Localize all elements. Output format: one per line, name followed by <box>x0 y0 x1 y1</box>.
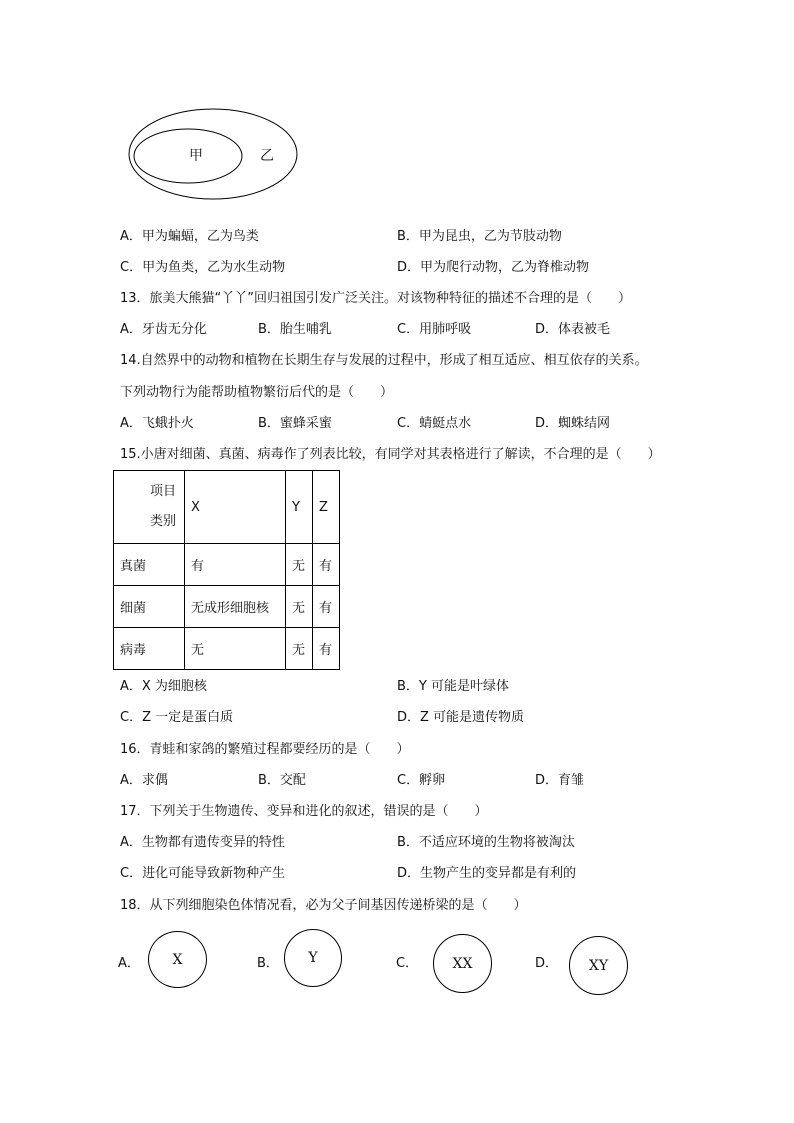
header-category-label: 类别 <box>149 514 176 529</box>
q17-option-a: A．生物都有遗传变异的特性 <box>120 835 285 850</box>
q14-option-c: C．蜻蜓点水 <box>397 416 472 431</box>
q18-option-d-label: D． <box>535 956 559 971</box>
table-cell: 有 <box>313 586 340 628</box>
q15-stem: 15.小唐对细菌、真菌、病毒作了列表比较，有同学对其表格进行了解读，不合理的是（ ） <box>120 447 661 462</box>
table-cell: 无 <box>286 628 313 670</box>
venn-svg <box>128 107 308 201</box>
chromosome-label-b: Y <box>308 950 318 966</box>
q16-option-d: D．育雏 <box>535 773 585 788</box>
row-label: 病毒 <box>114 628 185 670</box>
table-cell: 无 <box>286 586 313 628</box>
q16-option-b: B．交配 <box>258 773 306 788</box>
chromosome-label-d: XY <box>588 957 609 974</box>
q13-option-c: C．用肺呼吸 <box>397 322 472 337</box>
q15-option-a: A．X 为细胞核 <box>120 679 207 694</box>
q18-option-b-label: B． <box>257 956 279 971</box>
table-cell: 有 <box>185 544 286 586</box>
venn-diagram <box>128 107 308 205</box>
q14-option-a: A．飞蛾扑火 <box>120 416 194 431</box>
table-header-row <box>114 471 340 544</box>
q12-option-c: C．甲为鱼类，乙为水生动物 <box>120 260 286 275</box>
venn-outer-label: 乙 <box>260 148 274 164</box>
q17-option-c: C．进化可能导致新物种产生 <box>120 866 286 881</box>
chromosome-label-a: X <box>172 951 183 968</box>
q15-option-d: D．Z 可能是遗传物质 <box>397 710 525 725</box>
table-cell: 无 <box>286 544 313 586</box>
column-header-y: Y <box>286 471 313 544</box>
q13-option-b: B．胎生哺乳 <box>258 322 332 337</box>
q16-option-c: C．孵卵 <box>397 773 446 788</box>
q12-option-d: D．甲为爬行动物，乙为脊椎动物 <box>397 260 590 275</box>
q18-stem: 18．从下列细胞染色体情况看，必为父子间基因传递桥梁的是（ ） <box>120 898 527 913</box>
q18-option-c-label: C． <box>396 956 419 971</box>
table-cell: 无 <box>185 628 286 670</box>
cell-circle-a <box>148 931 207 988</box>
q18-option-a-label: A． <box>118 956 140 971</box>
venn-inner-label: 甲 <box>189 148 203 164</box>
q17-option-b: B．不适应环境的生物将被淘汰 <box>397 835 575 850</box>
row-label: 细菌 <box>114 586 185 628</box>
table-corner-cell <box>114 471 185 544</box>
table-row <box>114 586 340 628</box>
q14-option-d: D．蜘蛛结网 <box>535 416 611 431</box>
q15-option-b: B．Y 可能是叶绿体 <box>397 679 509 694</box>
cell-circle-c <box>433 934 492 993</box>
table-cell: 有 <box>313 544 340 586</box>
column-header-x: X <box>185 471 286 544</box>
table-cell: 无成形细胞核 <box>185 586 286 628</box>
table-cell: 有 <box>313 628 340 670</box>
q17-option-d: D．生物产生的变异都是有利的 <box>397 866 577 881</box>
q12-option-a: A．甲为蝙蝠，乙为鸟类 <box>120 229 259 244</box>
q13-option-a: A．牙齿无分化 <box>120 322 207 337</box>
q16-stem: 16．青蛙和家鸽的繁殖过程都要经历的是（ ） <box>120 742 410 757</box>
q13-option-d: D．体表被毛 <box>535 322 611 337</box>
comparison-table <box>113 470 340 670</box>
table-row <box>114 544 340 586</box>
inner-ellipse <box>134 129 242 183</box>
cell-circle-b <box>284 929 342 987</box>
table-row <box>114 628 340 670</box>
q12-option-b: B．甲为昆虫，乙为节肢动物 <box>397 229 562 244</box>
q13-stem: 13．旅美大熊猫“丫丫”回归祖国引发广泛关注。对该物种特征的描述不合理的是（ ） <box>120 291 632 306</box>
q14-stem-line2: 下列动物行为能帮助植物繁衍后代的是（ ） <box>120 385 394 400</box>
header-item-label: 项目 <box>149 484 176 499</box>
row-label: 真菌 <box>114 544 185 586</box>
cell-circle-d <box>569 936 628 995</box>
q17-stem: 17．下列关于生物遗传、变异和进化的叙述，错误的是（ ） <box>120 804 488 819</box>
q14-stem-line1: 14.自然界中的动物和植物在长期生存与发展的过程中，形成了相互适应、相互依存的关系。 <box>120 353 648 368</box>
q14-option-b: B．蜜蜂采蜜 <box>258 416 332 431</box>
q15-option-c: C．Z 一定是蛋白质 <box>120 710 234 725</box>
chromosome-label-c: XX <box>452 955 473 972</box>
q16-option-a: A．求偶 <box>120 773 168 788</box>
column-header-z: Z <box>313 471 340 544</box>
